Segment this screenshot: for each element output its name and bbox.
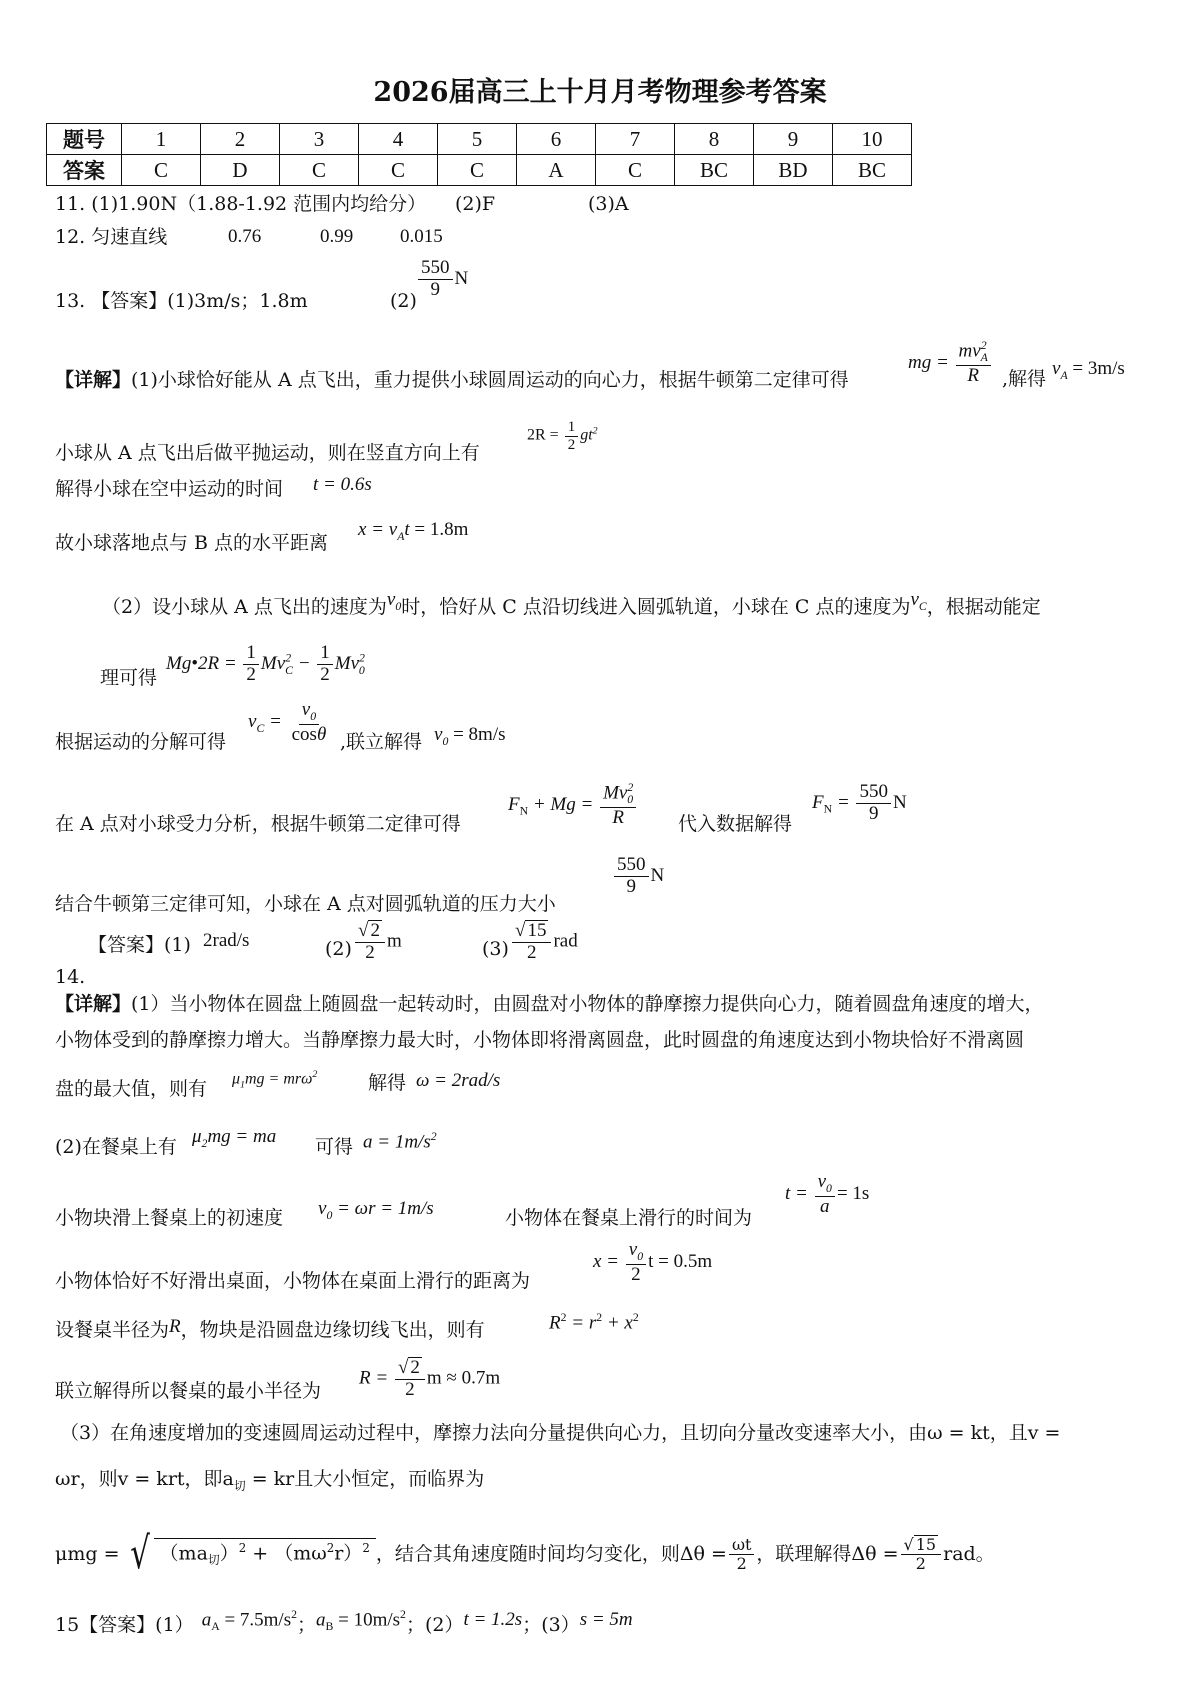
- equation-slide-time: t = $\frac{v_0}{a}$ = 1s: [785, 1171, 870, 1217]
- text: ，联理解得Δθ =: [756, 1542, 899, 1565]
- value: = 8m/s: [453, 724, 506, 745]
- table-cell: A: [517, 155, 596, 186]
- table-row: [47, 155, 912, 186]
- equation-omega: ω = 2rad/s: [416, 1070, 501, 1091]
- text: ，结合其角速度随时间均匀变化，则Δθ =: [375, 1542, 727, 1565]
- table-answer-label: 答案: [47, 155, 122, 186]
- value: a = 1m/s: [363, 1131, 431, 1153]
- q13-answer: 13. 【答案】(1)3m/s；1.8m: [55, 290, 308, 312]
- equation-radius-relation: $R^2 = r^2 + x^2$: [549, 1311, 639, 1334]
- q14-detail-line-1: [55, 993, 1044, 1016]
- q14-answer-2-label: (2): [325, 938, 352, 960]
- text: = kr且大小恒定，而临界为: [245, 1468, 485, 1490]
- equation-v0: $v_0 = 8m/s$: [434, 724, 506, 748]
- value: = 3m/s: [1072, 358, 1125, 379]
- q12-label: 12. 匀速直线: [55, 226, 168, 248]
- table-cell: BD: [754, 155, 833, 186]
- equation-time: t = 0.6s: [313, 474, 372, 495]
- detail-label: 【详解】: [55, 369, 132, 391]
- table-cell: C: [359, 155, 438, 186]
- q14-number: 14.: [55, 966, 86, 988]
- answer-table: [46, 123, 912, 186]
- q14-time-label: 小物体在餐桌上滑行的时间为: [505, 1207, 753, 1229]
- text: ；(3）: [522, 1614, 580, 1637]
- table-cell: 2: [201, 124, 280, 155]
- value: = 1.8m: [414, 519, 469, 540]
- equation-va: $v_A = 3m/s$: [1052, 358, 1125, 382]
- equation-initial-velocity: $v_0 = \omega r = 1m/s$: [318, 1198, 434, 1222]
- q14-detail-line-7: 设餐桌半径为R，物块是沿圆盘边缘切线飞出，则有: [55, 1316, 485, 1341]
- equation-lhs: 2R =: [527, 426, 559, 444]
- q12-value-3: 0.015: [400, 226, 443, 247]
- q14-detail-line-6: 小物体恰好不好滑出桌面，小物体在桌面上滑行的距离为: [55, 1270, 531, 1292]
- value: t = 0.5m: [648, 1251, 713, 1273]
- q13-answer-part2: (2): [390, 290, 417, 312]
- q14-detail-line-10: [55, 1468, 484, 1493]
- q14-detail-line-9: （3）在角速度增加的变速圆周运动过程中，摩擦力法向分量提供向心力，且切向分量改变速率大小，由ω = kt，且v =: [60, 1422, 1061, 1444]
- q12-value-2: 0.99: [320, 226, 354, 247]
- equation-acceleration: $a = 1m/s^2$: [363, 1130, 437, 1153]
- q14-answer-label: 【答案】(1): [88, 934, 191, 956]
- q13-detail-line-9: 结合牛顿第三定律可知，小球在 A 点对圆弧轨道的压力大小: [55, 893, 556, 915]
- q11-part3: (3)A: [588, 193, 629, 215]
- equation-static-friction: $\mu_1mg = mr\omega^2$: [232, 1069, 318, 1091]
- q13-combine-label: ,联立解得: [340, 731, 423, 753]
- equation-normal-force: $F_N + Mg$ = $\frac{Mv^2_0}{R}$: [508, 782, 638, 829]
- q13-detail-line-2: 小球从 A 点飞出后做平抛运动，则在竖直方向上有: [55, 442, 480, 464]
- q13-answer-fraction: [416, 258, 468, 301]
- text: （2）设小球从 A 点飞出的速度为: [102, 596, 387, 618]
- q12-value-1: 0.76: [228, 226, 262, 247]
- equation-velocity-decomposition: $v_C$ = $\frac{v_0}{\cos\theta}$: [248, 699, 327, 745]
- table-row: [47, 124, 912, 155]
- unit: rad: [553, 930, 578, 952]
- table-cell: 8: [675, 124, 754, 155]
- q11-part1: 11. (1)1.90N（1.88-1.92 范围内均给分）: [55, 193, 427, 215]
- text: (1)小球恰好能从 A 点飞出，重力提供小球圆周运动的向心力，根据牛顿第二定律可得: [131, 369, 849, 391]
- equation-num: mv: [958, 340, 981, 362]
- equation-min-radius: R = $\frac{√ 2}{2}$ m ≈ 0.7m: [359, 1357, 501, 1400]
- value: = ωr = 1m/s: [337, 1198, 434, 1219]
- q13-detail-line-7: 根据运动的分解可得: [55, 731, 227, 753]
- q13-substitute-label: 代入数据解得: [678, 813, 793, 835]
- subscript: 切: [233, 1478, 246, 1493]
- text: 设餐桌半径为: [55, 1319, 170, 1341]
- table-cell: 5: [438, 124, 517, 155]
- table-cell: C: [596, 155, 675, 186]
- page-title: 2026届高三上十月月考物理参考答案: [373, 77, 827, 108]
- table-cell: 6: [517, 124, 596, 155]
- table-cell: D: [201, 155, 280, 186]
- q14-answer-2: $\frac{√ 2}{2}$ m: [353, 920, 402, 964]
- equation-fn-result: $F_N$ = $\frac{550}{9}$ N: [812, 781, 907, 824]
- table-cell: 7: [596, 124, 675, 155]
- q14-detail-line-2: 小物体受到的静摩擦力增大。当静摩擦力最大时，小物体即将滑离圆盘，此时圆盘的角速度达到小物块恰好不滑离圆: [55, 1029, 1025, 1051]
- equation-lhs: μmg =: [55, 1542, 120, 1565]
- fraction-denominator: 2: [736, 1553, 747, 1573]
- equation-slide-distance: x = $\frac{v_0}{2}$ t = 0.5m: [593, 1239, 713, 1285]
- text: ，根据动能定: [926, 596, 1041, 618]
- value: m ≈ 0.7m: [426, 1367, 501, 1389]
- value: = 10m/s: [338, 1609, 401, 1631]
- equation-table-friction: $\mu_2mg$ = ma: [192, 1126, 277, 1150]
- unit: m: [386, 930, 402, 952]
- text: ；(2）: [405, 1614, 464, 1637]
- fraction-denominator: 9: [430, 278, 440, 300]
- table-cell: BC: [833, 155, 912, 186]
- q14-answer-1: 2rad/s: [203, 930, 250, 951]
- value: = 1s: [836, 1183, 870, 1205]
- fraction-numerator: ωt: [729, 1536, 754, 1555]
- text: (1）当小物体在圆盘上随圆盘一起转动时，由圆盘对小物体的静摩擦力提供向心力，随着圆盘角速度的增大，: [131, 993, 1044, 1015]
- equation-free-fall: 2R = $\frac{1}{2}$ $gt^2$: [527, 419, 598, 453]
- text: rad。: [943, 1542, 995, 1565]
- q13-detail-line-6: 理可得: [100, 667, 158, 689]
- table-cell: 9: [754, 124, 833, 155]
- equation-energy: Mg•2R = $\frac{1}{2}$ $Mv^2_C$ − $\frac{1}{2}$ $Mv^2_0$: [166, 642, 365, 685]
- text: ，物块是沿圆盘边缘切线飞出，则有: [180, 1319, 485, 1341]
- equation-den: R: [967, 365, 979, 387]
- q13-detail-line-1: [55, 369, 849, 392]
- table-cell: 10: [833, 124, 912, 155]
- value: s = 5m: [579, 1609, 633, 1631]
- table-cell: BC: [675, 155, 754, 186]
- table-cell: C: [122, 155, 201, 186]
- equation-rhs: gt: [580, 426, 593, 444]
- detail-label: 【详解】: [55, 993, 132, 1015]
- fraction-unit: N: [454, 267, 469, 289]
- q13-detail-line-3: 解得小球在空中运动的时间: [55, 478, 284, 500]
- q14-detail-line-5: 小物块滑上餐桌上的初速度: [55, 1207, 284, 1229]
- q13-detail-line-4: 故小球落地点与 B 点的水平距离: [55, 532, 329, 554]
- equation-lhs: mg =: [908, 351, 949, 373]
- text: 15【答案】(1）: [55, 1614, 194, 1637]
- equation-mg-centripetal: mg = $\frac{mv^2_A}{R}$: [908, 340, 993, 387]
- q14-detail-line-3: 盘的最大值，则有: [55, 1078, 208, 1100]
- q11-part2: (2)F: [455, 193, 496, 215]
- equation-distance: $x = v_At = 1.8m$: [358, 519, 469, 543]
- table-cell: 3: [280, 124, 359, 155]
- value: = 7.5m/s: [224, 1609, 292, 1631]
- q14-get-label: 可得: [315, 1136, 354, 1158]
- table-header-label: 题号: [47, 124, 122, 155]
- q14-detail-line-8: 联立解得所以餐桌的最小半径为: [55, 1380, 322, 1402]
- value: t = 1.2s: [463, 1609, 523, 1631]
- q14-detail-line-11: μmg = √ $(ma_切)^2 + (m\omega^2r)^2$ ，结合其角速度随时间均匀变化，则Δθ = $\frac{\omega t}{2}$ ，联理解得Δθ = $\frac{√ 15}{2}$ rad。: [55, 1528, 995, 1579]
- table-cell: 4: [359, 124, 438, 155]
- table-cell: 1: [122, 124, 201, 155]
- equation-pressure-result: $\frac{550}{9}$ N: [612, 855, 664, 898]
- fraction-numerator: 550: [418, 258, 453, 280]
- table-cell: C: [438, 155, 517, 186]
- q14-detail-line-4: (2)在餐桌上有: [55, 1136, 177, 1158]
- radical: √ $(ma_切)^2 + (m\omega^2r)^2$: [126, 1532, 376, 1576]
- q13-detail-line-5: （2）设小球从 A 点飞出的速度为$v_0$时，恰好从 C 点沿切线进入圆弧轨道，小球在 C 点的速度为$v_C$，根据动能定: [102, 589, 1041, 618]
- q14-answer-3: $\frac{√ 15}{2}$ rad: [510, 920, 578, 964]
- q13-solve-label: ,解得: [1002, 368, 1047, 390]
- text: ωr，则v = krt，即a: [55, 1468, 234, 1490]
- q13-detail-line-8: 在 A 点对小球受力分析，根据牛顿第二定律可得: [55, 813, 461, 835]
- q15-answer: 15【答案】(1） $a_A = 7.5m/s^2$ ； $a_B = 10m/s^2$ ；(2） t = 1.2s ；(3） s = 5m: [55, 1608, 633, 1637]
- var: v: [1052, 358, 1061, 379]
- q14-answer-3-label: (3): [482, 938, 509, 960]
- text: 时，恰好从 C 点沿切线进入圆弧轨道，小球在 C 点的速度为: [401, 596, 911, 618]
- q14-solve-label: 解得: [368, 1072, 407, 1094]
- table-cell: C: [280, 155, 359, 186]
